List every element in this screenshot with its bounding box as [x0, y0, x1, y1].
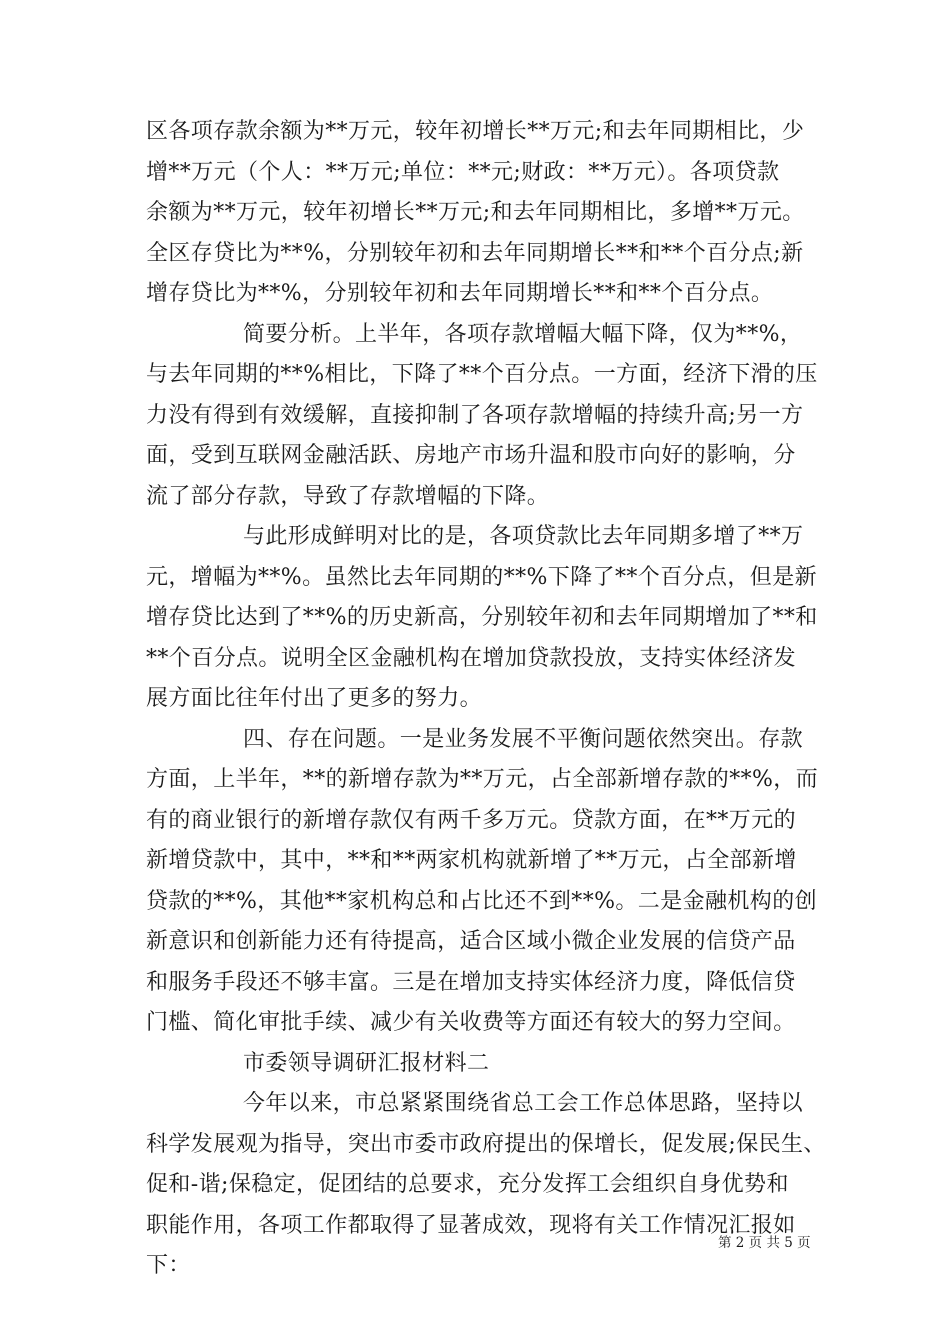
text-line: 流了部分存款，导致了存款增幅的下降。 [146, 483, 550, 509]
text-line: 面，受到互联网金融活跃、房地产市场升温和股市向好的影响，分 [146, 443, 796, 468]
text-line: 和服务手段还不够丰富。三是在增加支持实体经济力度，降低信贷 [146, 969, 796, 995]
text-line: 与去年同期的**%相比，下降了**个百分点。一方面，经济下滑的压 [146, 362, 818, 387]
paragraph-start-line: 与此形成鲜明对比的是，各项贷款比去年同期多增了**万 [243, 524, 804, 549]
text-line: 元，增幅为**%。虽然比去年同期的**%下降了**个百分点，但是新 [146, 564, 818, 590]
text-line: 有的商业银行的新增存款仅有两千多万元。贷款方面，在**万元的 [146, 807, 797, 833]
text-line: 新意识和创新能力还有待提高，适合区域小微企业发展的信贷产品 [146, 929, 796, 954]
text-line: 区各项存款余额为**万元，较年初增长**万元;和去年同期相比，少 [146, 119, 805, 144]
text-line: 余额为**万元，较年初增长**万元;和去年同期相比，多增**万元。 [146, 200, 805, 225]
page-number-footer: 第 2 页 共 5 页 [718, 1235, 811, 1251]
text-line: 全区存贷比为**%，分别较年初和去年同期增长**和**个百分点;新 [146, 240, 804, 266]
text-line: 增**万元（个人：**万元;单位：**元;财政：**万元）。各项贷款 [146, 159, 780, 185]
paragraph-start-line: 简要分析。上半年，各项存款增幅大幅下降，仅为**%， [243, 321, 803, 347]
text-line: 新增贷款中，其中，**和**两家机构就新增了**万元，占全部新增 [146, 848, 797, 873]
text-line: 展方面比往年付出了更多的努力。 [146, 686, 483, 711]
document-body [146, 112, 826, 1287]
text-line: 门槛、简化审批手续、减少有关收费等方面还有较大的努力空间。 [146, 1010, 796, 1035]
text-line: 增存贷比达到了**%的历史新高，分别较年初和去年同期增加了**和 [146, 605, 818, 630]
text-line: 职能作用，各项工作都取得了显著成效，现将有关工作情况汇报如 [146, 1212, 796, 1238]
text-line: 力没有得到有效缓解，直接抑制了各项存款增幅的持续升高;另一方 [146, 402, 804, 428]
paragraph-start-line: 四、存在问题。一是业务发展不平衡问题依然突出。存款 [243, 726, 804, 752]
paragraph-start-line: 今年以来，市总紧紧围绕省总工会工作总体思路，坚持以 [243, 1091, 804, 1116]
text-line: 增存贷比为**%，分别较年初和去年同期增长**和**个百分点。 [146, 281, 774, 306]
text-line: **个百分点。说明全区金融机构在增加贷款投放，支持实体经济发 [146, 645, 797, 671]
section-title: 市委领导调研汇报材料二 [243, 1050, 490, 1076]
text-line: 促和-谐;保稳定，促团结的总要求，充分发挥工会组织自身优势和 [146, 1172, 789, 1197]
text-line: 下： [146, 1253, 191, 1278]
text-line: 方面，上半年，**的新增存款为**万元，占全部新增存款的**%，而 [146, 767, 819, 792]
text-line: 贷款的**%，其他**家机构总和占比还不到**%。二是金融机构的创 [146, 888, 818, 914]
text-line: 科学发展观为指导，突出市委市政府提出的保增长，促发展;保民生、 [146, 1131, 826, 1157]
